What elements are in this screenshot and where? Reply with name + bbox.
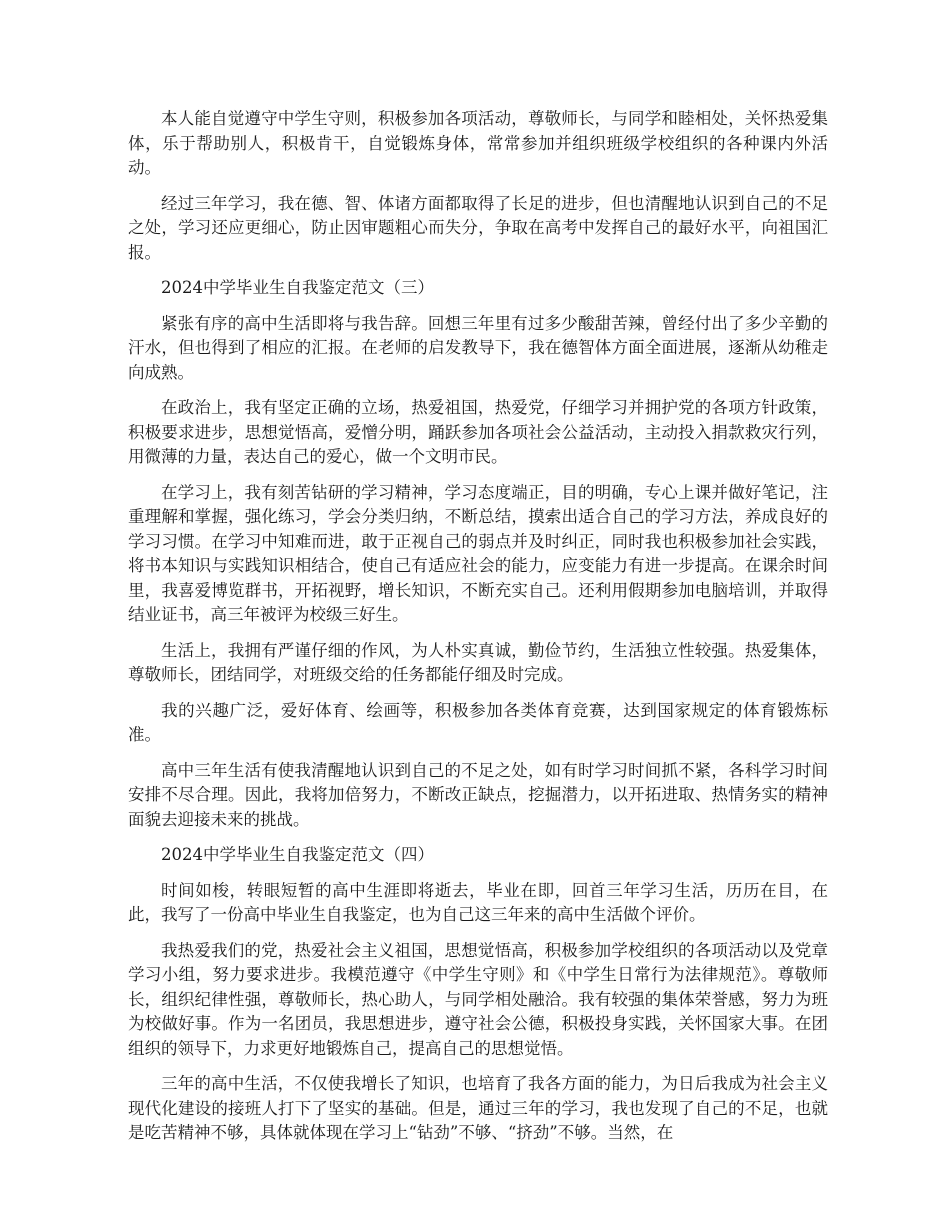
section-heading-3: 2024中学毕业生自我鉴定范文（三） bbox=[161, 278, 434, 297]
paragraph-1: 本人能自觉遵守中学生守则，积极参加各项活动，尊敬师长，与同学和睦相处，关怀热爱集体，乐于帮助别人，积极肯干，自觉锻炼身体，常常参加并组织班级学校组织的各种课内外活动。 bbox=[128, 109, 828, 177]
paragraph-11: 三年的高中生活，不仅使我增长了知识，也培育了我各方面的能力，为日后我成为社会主义现代化建设的接班人打下了坚实的基础。但是，通过三年的学习，我也发现了自己的不足，也就是吃苦精神不够，具体就体现在学习上“钻劲”不够、“挤劲”不够。当然，在 bbox=[128, 1074, 828, 1142]
paragraph-5: 在学习上，我有刻苦钻研的学习精神，学习态度端正，目的明确，专心上课并做好笔记，注重理解和掌握，强化练习，学会分类归纳，不断总结，摸索出适合自己的学习方法，养成良好的学习习惯。在学习中知难而进，敢于正视自己的弱点并及时纠正，同时我也积极参加社会实践，将书本知识与实践知识相结合，使自己有适应社会的能力，应变能力有进一步提高。在课余时间里，我喜爱博览群书，开拓视野，增长知识，不断充实自己。还利用假期参加电脑培训，并取得结业证书，高三年被评为校级三好生。 bbox=[128, 482, 828, 624]
paragraph-10: 我热爱我们的党，热爱社会主义祖国，思想觉悟高，积极参加学校组织的各项活动以及党章学习小组，努力要求进步。我模范遵守《中学生守则》和《中学生日常行为法律规范》。尊敬师长，组织纪律性强，尊敬师长，热心助人，与同学相处融洽。我有较强的集体荣誉感，努力为班为校做好事。作为一名团员，我思想进步，遵守社会公德，积极投身实践，关怀国家大事。在团组织的领导下，力求更好地锻炼自己，提高自己的思想觉悟。 bbox=[128, 940, 828, 1058]
paragraph-8: 高中三年生活有使我清醒地认识到自己的不足之处，如有时学习时间抓不紧，各科学习时间安排不尽合理。因此，我将加倍努力，不断改正缺点，挖掘潜力，以开拓进取、热情务实的精神面貌去迎接未来的挑战。 bbox=[128, 760, 828, 829]
paragraph-2: 经过三年学习，我在德、智、体诸方面都取得了长足的进步，但也清醒地认识到自己的不足之处，学习还应更细心，防止因审题粗心而失分，争取在高考中发挥自己的最好水平，向祖国汇报。 bbox=[128, 193, 828, 262]
paragraph-9: 时间如梭，转眼短暂的高中生涯即将逝去，毕业在即，回首三年学习生活，历历在目，在此，我写了一份高中毕业生自我鉴定，也为自己这三年来的高中生活做个评价。 bbox=[128, 880, 828, 924]
paragraph-7: 我的兴趣广泛，爱好体育、绘画等，积极参加各类体育竞赛，达到国家规定的体育锻炼标准。 bbox=[128, 700, 828, 744]
section-heading-4: 2024中学毕业生自我鉴定范文（四） bbox=[161, 845, 434, 864]
paragraph-6: 生活上，我拥有严谨仔细的作风，为人朴实真诚，勤俭节约，生活独立性较强。热爱集体，尊敬师长，团结同学，对班级交给的任务都能仔细及时完成。 bbox=[128, 640, 828, 684]
paragraph-3: 紧张有序的高中生活即将与我告辞。回想三年里有过多少酸甜苦辣，曾经付出了多少辛勤的汗水，但也得到了相应的汇报。在老师的启发教导下，我在德智体方面全面进展，逐渐从幼稚走向成熟。 bbox=[128, 313, 828, 382]
paragraph-4: 在政治上，我有坚定正确的立场，热爱祖国，热爱党，仔细学习并拥护党的各项方针政策，积极要求进步，思想觉悟高，爱憎分明，踊跃参加各项社会公益活动，主动投入捐款救灾行列，用微薄的力量，表达自己的爱心，做一个文明市民。 bbox=[128, 398, 828, 466]
